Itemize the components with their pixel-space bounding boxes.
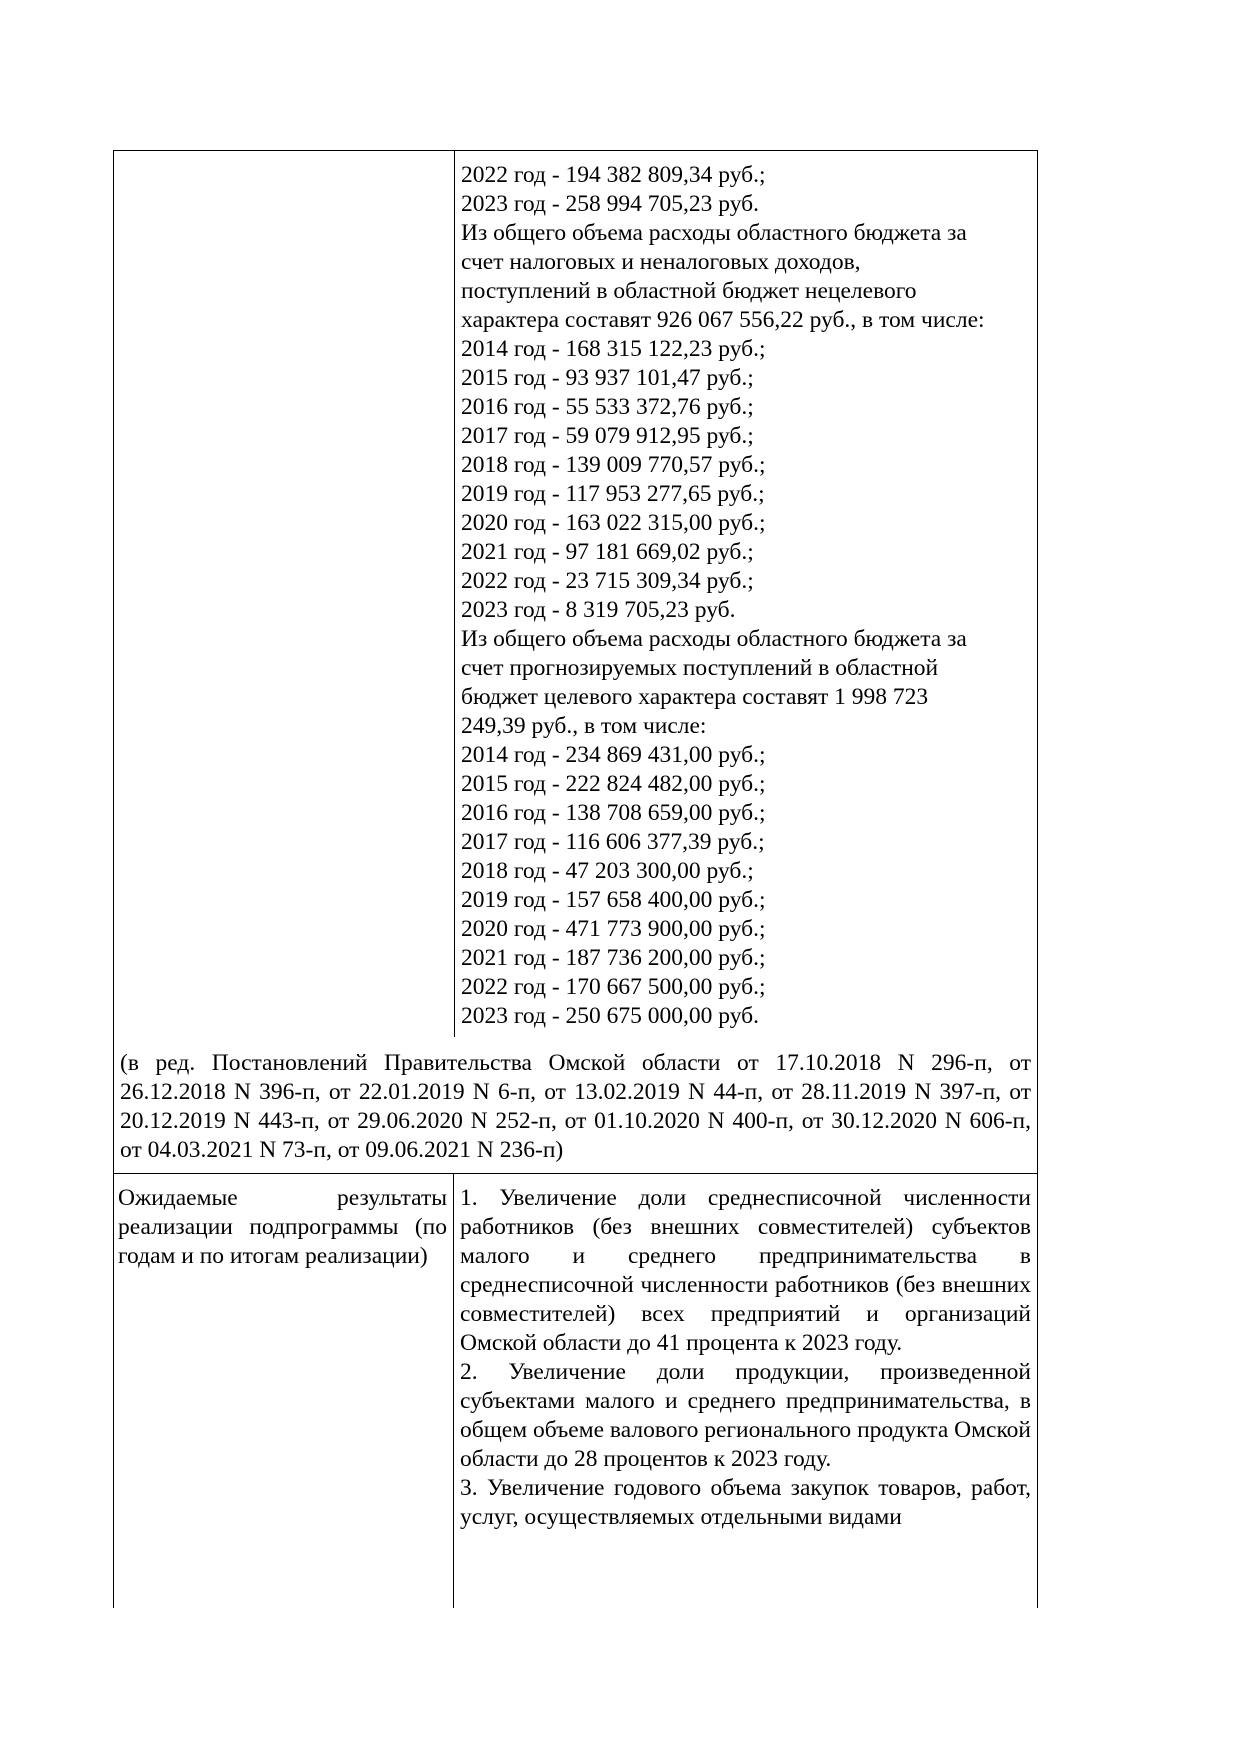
funding-line: 2019 год - 157 658 400,00 руб.;: [461, 887, 766, 913]
funding-line: 2018 год - 139 009 770,57 руб.;: [461, 452, 766, 478]
expected-results-cell: [454, 1174, 1037, 1608]
funding-line: 2015 год - 93 937 101,47 руб.;: [461, 365, 754, 391]
funding-line: 2022 год - 194 382 809,34 руб.;: [461, 162, 766, 188]
funding-line: 2023 год - 258 994 705,23 руб.: [461, 191, 759, 217]
funding-line: 2014 год - 234 869 431,00 руб.;: [461, 742, 766, 768]
funding-line: Из общего объема расходы областного бюджета за: [461, 626, 967, 652]
expected-results-label: Ожидаемые результаты реализации подпрограммы (по годам и по итогам реализации): [114, 1174, 454, 1608]
funding-line: счет налоговых и неналоговых доходов,: [461, 249, 861, 275]
funding-line: 2019 год - 117 953 277,65 руб.;: [461, 481, 765, 507]
funding-line: 2020 год - 471 773 900,00 руб.;: [461, 916, 766, 942]
result-item: 3. Увеличение годового объема закупок товаров, работ, услуг, осуществляемых отдельными видами: [460, 1475, 1031, 1530]
funding-line: 2017 год - 59 079 912,95 руб.;: [461, 423, 754, 449]
expected-results-row: [113, 1174, 1038, 1608]
funding-line: 2022 год - 23 715 309,34 руб.;: [461, 568, 754, 594]
funding-line: 2016 год - 55 533 372,76 руб.;: [461, 394, 754, 420]
funding-row: [113, 150, 1038, 1037]
funding-value-cell: [455, 151, 1037, 1037]
funding-line: 2020 год - 163 022 315,00 руб.;: [461, 510, 766, 536]
funding-line: счет прогнозируемых поступлений в областной: [461, 655, 939, 681]
funding-line: 2014 год - 168 315 122,23 руб.;: [461, 336, 766, 362]
funding-line: 249,39 руб., в том числе:: [461, 713, 707, 739]
result-item: 1. Увеличение доли среднесписочной численности работников (без внешних совместителей) субъектов малого и среднего предпринимательства в среднесписочной численности работников (без внешних совместителей) всех предприятий и организаций Омской области до 41 процента к 2023 году.: [460, 1185, 1031, 1356]
funding-line: 2018 год - 47 203 300,00 руб.;: [461, 858, 754, 884]
funding-label-cell: [114, 151, 455, 1037]
program-passport-table: [113, 150, 1038, 1608]
funding-line: поступлений в областной бюджет нецелевого: [461, 278, 917, 304]
funding-line: 2017 год - 116 606 377,39 руб.;: [461, 829, 765, 855]
funding-line: Из общего объема расходы областного бюджета за: [461, 220, 967, 246]
funding-line: 2021 год - 97 181 669,02 руб.;: [461, 539, 754, 565]
funding-line: бюджет целевого характера составят 1 998 723: [461, 684, 929, 710]
funding-line: 2023 год - 250 675 000,00 руб.: [461, 1003, 759, 1029]
amendment-note: (в ред. Постановлений Правительства Омской области от 17.10.2018 N 296-п, от 26.12.2018 N 396-п, от 22.01.2019 N 6-п, от 13.02.2019 N 44-п, от 28.11.2019 N 397-п, от 20.12.2019 N 443-п, от 29.06.2020 N 252-п, от 01.10.2020 N 400-п, от 30.12.2020 N 606-п, от 04.03.2021 N 73-п, от 09.06.2021 N 236-п): [113, 1037, 1038, 1174]
result-item: 2. Увеличение доли продукции, произведенной субъектами малого и среднего предпринимательства, в общем объеме валового регионального продукта Омской области до 28 процентов к 2023 году.: [460, 1359, 1031, 1472]
funding-line: 2021 год - 187 736 200,00 руб.;: [461, 945, 766, 971]
funding-line: характера составят 926 067 556,22 руб., в том числе:: [461, 307, 985, 333]
funding-line: 2016 год - 138 708 659,00 руб.;: [461, 800, 766, 826]
funding-line: 2015 год - 222 824 482,00 руб.;: [461, 771, 766, 797]
funding-line: 2022 год - 170 667 500,00 руб.;: [461, 974, 766, 1000]
funding-line: 2023 год - 8 319 705,23 руб.: [461, 597, 736, 623]
